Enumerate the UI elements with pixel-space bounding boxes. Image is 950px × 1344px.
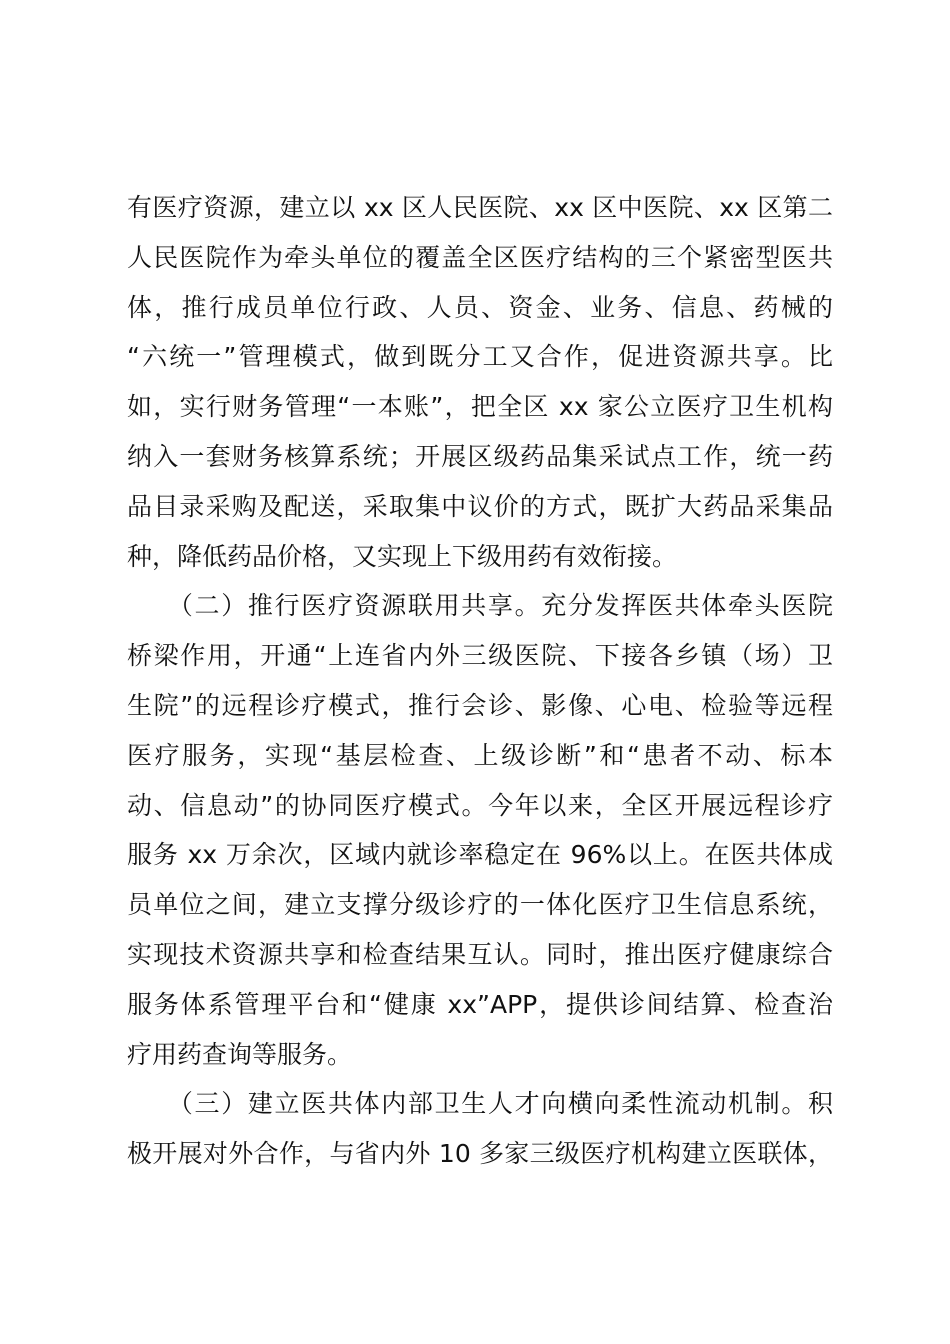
text-line: 实现技术资源共享和检查结果互认。同时，推出医疗健康综合 (127, 939, 833, 969)
text-line: 服务 xx 万余次，区域内就诊率稳定在 96%以上。在医共体成 (127, 840, 833, 870)
text-line: 纳入一套财务核算系统；开展区级药品集采试点工作，统一药 (127, 441, 833, 471)
section-heading-line: （二）推行医疗资源联用共享。充分发挥医共体牵头医院 (127, 591, 833, 621)
text-line: 员单位之间，建立支撑分级诊疗的一体化医疗卫生信息系统， (127, 890, 833, 920)
text-line: 极开展对外合作，与省内外 10 多家三级医疗机构建立医联体， (127, 1139, 833, 1169)
text-line: 有医疗资源，建立以 xx 区人民医院、xx 区中医院、xx 区第二 (127, 193, 833, 222)
text-line: 医疗服务，实现“基层检查、上级诊断”和“患者不动、标本 (127, 740, 833, 770)
section-heading-line: （三）建立医共体内部卫生人才向横向柔性流动机制。积 (127, 1089, 833, 1119)
text-line: 桥梁作用，开通“上连省内外三级医院、下接各乡镇（场）卫 (127, 641, 833, 671)
text-line: 服务体系管理平台和“健康 xx”APP，提供诊间结算、检查治 (127, 989, 833, 1019)
text-line: “六统一”管理模式，做到既分工又合作，促进资源共享。比 (127, 342, 833, 372)
text-line: 生院”的远程诊疗模式，推行会诊、影像、心电、检验等远程 (127, 690, 833, 720)
text-line: 如，实行财务管理“一本账”，把全区 xx 家公立医疗卫生机构 (127, 392, 833, 422)
text-line: 疗用药查询等服务。 (127, 1039, 353, 1069)
text-line: 动、信息动”的协同医疗模式。今年以来，全区开展远程诊疗 (127, 790, 833, 820)
text-line: 种，降低药品价格，又实现上下级用药有效衔接。 (127, 541, 678, 571)
text-line: 品目录采购及配送，采取集中议价的方式，既扩大药品采集品 (127, 491, 833, 521)
text-line: 体，推行成员单位行政、人员、资金、业务、信息、药械的 (127, 292, 833, 322)
text-line: 人民医院作为牵头单位的覆盖全区医疗结构的三个紧密型医共 (127, 242, 833, 272)
body-text (127, 183, 833, 1179)
